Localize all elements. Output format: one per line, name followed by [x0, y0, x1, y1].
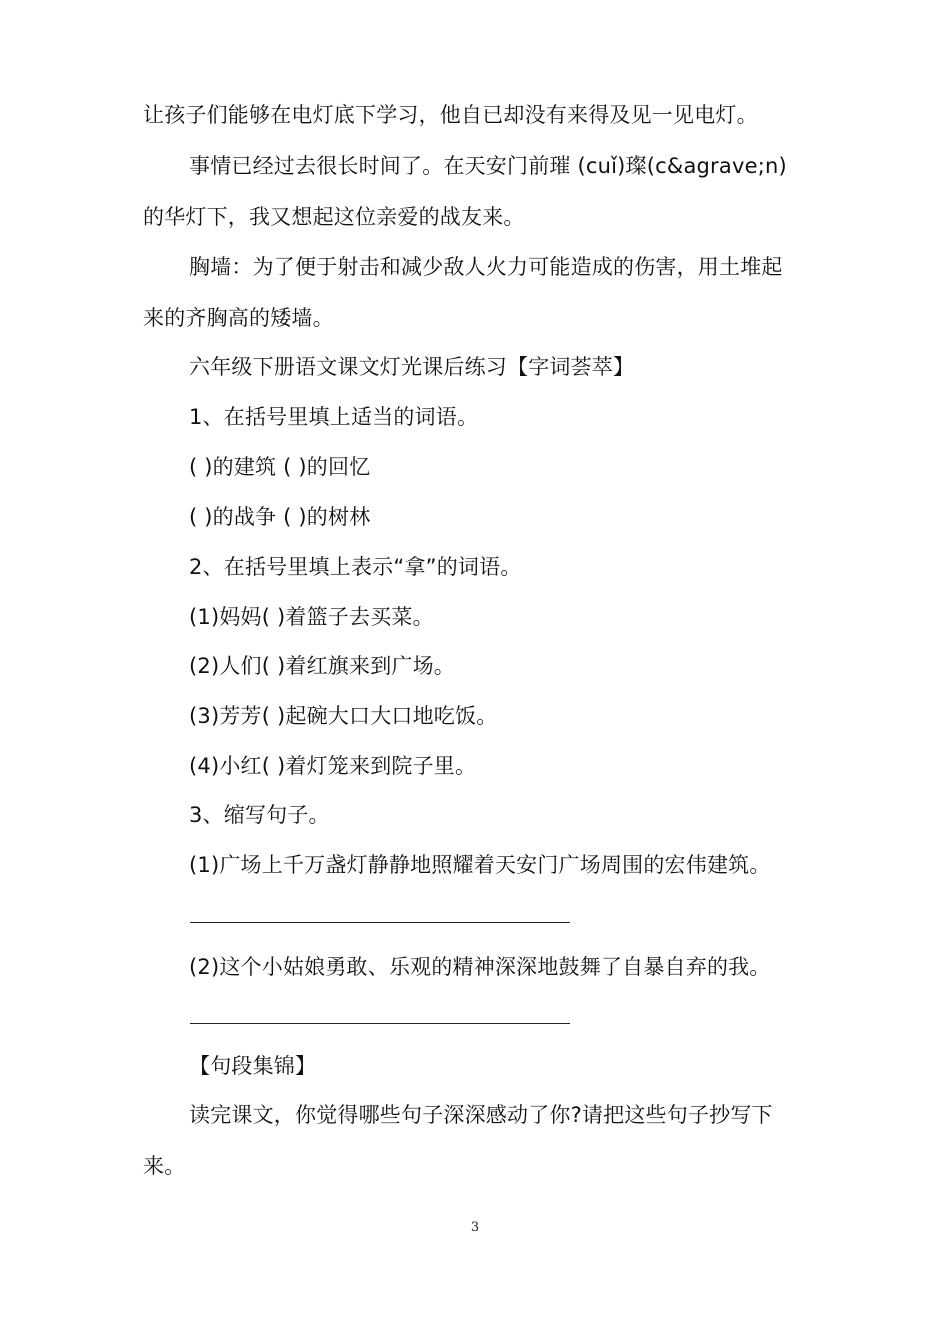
section-heading: 【句段集锦】 [189, 1054, 317, 1078]
exercise-item: (2)这个小姑娘勇敢、乐观的精神深深地鼓舞了自暴自弃的我。 [189, 955, 771, 979]
exercise-item: (3)芳芳( )起碗大口大口地吃饭。 [189, 704, 498, 728]
paragraph-line: 的华灯下，我又想起这位亲爱的战友来。 [143, 205, 525, 229]
paragraph-line: 胸墙：为了便于射击和减少敌人火力可能造成的伤害，用土堆起 [189, 255, 783, 279]
exercise-question: 2、在括号里填上表示“拿”的词语。 [189, 555, 522, 579]
exercise-question: 3、缩写句子。 [189, 803, 330, 827]
paragraph-line: 让孩子们能够在电灯底下学习，他自已却没有来得及见一见电灯。 [143, 103, 758, 127]
exercise-item: (4)小红( )着灯笼来到院子里。 [189, 754, 477, 778]
answer-line [190, 922, 570, 923]
exercise-item: (1)妈妈( )着篮子去买菜。 [189, 605, 434, 629]
exercise-item: (1)广场上千万盏灯静静地照耀着天安门广场周围的宏伟建筑。 [189, 853, 771, 877]
paragraph-line: 事情已经过去很长时间了。在天安门前璀 (cuǐ)璨(c&agrave;n) [189, 154, 787, 178]
page-number: 3 [470, 1220, 480, 1235]
section-heading: 六年级下册语文课文灯光课后练习【字词荟萃】 [189, 355, 635, 379]
paragraph-line: 来。 [143, 1154, 186, 1178]
exercise-item: ( )的建筑 ( )的回忆 [189, 455, 371, 479]
paragraph-line: 读完课文，你觉得哪些句子深深感动了你?请把这些句子抄写下 [189, 1103, 773, 1127]
exercise-question: 1、在括号里填上适当的词语。 [189, 405, 479, 429]
exercise-item: ( )的战争 ( )的树林 [189, 505, 371, 529]
answer-line [190, 1023, 570, 1024]
exercise-item: (2)人们( )着红旗来到广场。 [189, 654, 456, 678]
paragraph-line: 来的齐胸高的矮墙。 [143, 306, 334, 330]
